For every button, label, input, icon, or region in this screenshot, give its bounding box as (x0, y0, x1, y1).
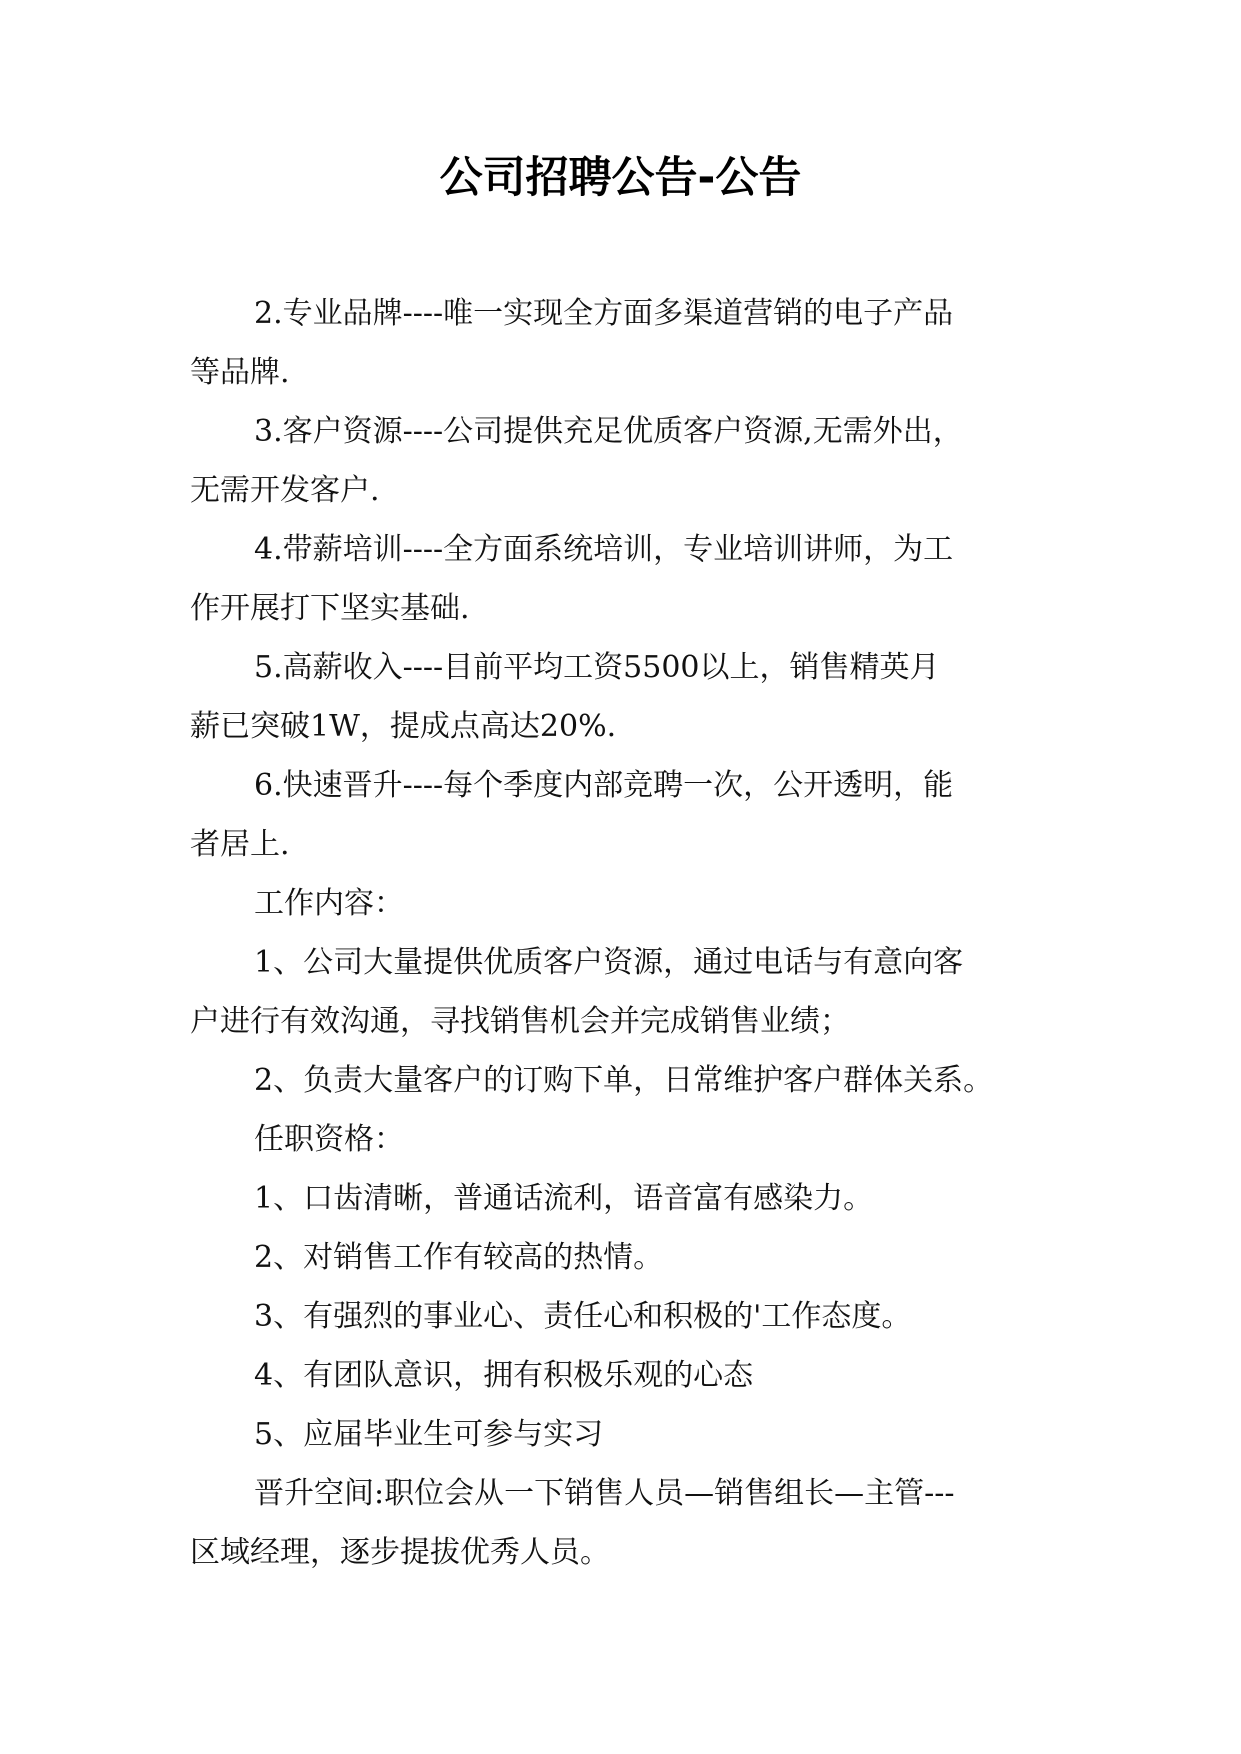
text-line-5: 4.带薪培训----全方面系统培训，专业培训讲师，为工 (254, 532, 954, 567)
text-line-11: 工作内容： (254, 886, 404, 921)
text-line-19: 4、有团队意识，拥有积极乐观的心态 (254, 1358, 754, 1393)
text-line-8: 薪已突破1W，提成点高达20%. (190, 709, 617, 744)
text-line-9: 6.快速晋升----每个季度内部竞聘一次，公开透明，能 (254, 768, 954, 803)
text-line-16: 1、口齿清晰，普通话流利，语音富有感染力。 (254, 1181, 874, 1216)
text-line-22: 区域经理，逐步提拔优秀人员。 (190, 1535, 610, 1570)
text-line-4: 无需开发客户. (190, 473, 380, 508)
text-line-15: 任职资格： (254, 1122, 404, 1157)
text-line-3: 3.客户资源----公司提供充足优质客户资源,无需外出， (254, 414, 963, 449)
text-line-17: 2、对销售工作有较高的热情。 (254, 1240, 664, 1275)
document-title: 公司招聘公告-公告 (439, 153, 802, 203)
text-line-21: 晋升空间:职位会从一下销售人员—销售组长—主管--- (254, 1476, 955, 1511)
text-line-6: 作开展打下坚实基础. (190, 591, 470, 626)
text-line-2: 等品牌. (190, 355, 290, 390)
text-line-13: 户进行有效沟通，寻找销售机会并完成销售业绩； (190, 1004, 850, 1039)
text-line-10: 者居上. (190, 827, 290, 862)
text-line-7: 5.高薪收入----目前平均工资5500以上，销售精英月 (254, 650, 940, 685)
text-line-1: 2.专业品牌----唯一实现全方面多渠道营销的电子产品 (254, 296, 954, 331)
text-line-20: 5、应届毕业生可参与实习 (254, 1417, 604, 1452)
text-line-18: 3、有强烈的事业心、责任心和积极的'工作态度。 (254, 1299, 912, 1334)
document-body (190, 284, 1060, 1582)
text-line-14: 2、负责大量客户的订购下单，日常维护客户群体关系。 (254, 1063, 994, 1098)
text-line-12: 1、公司大量提供优质客户资源，通过电话与有意向客 (254, 945, 964, 980)
